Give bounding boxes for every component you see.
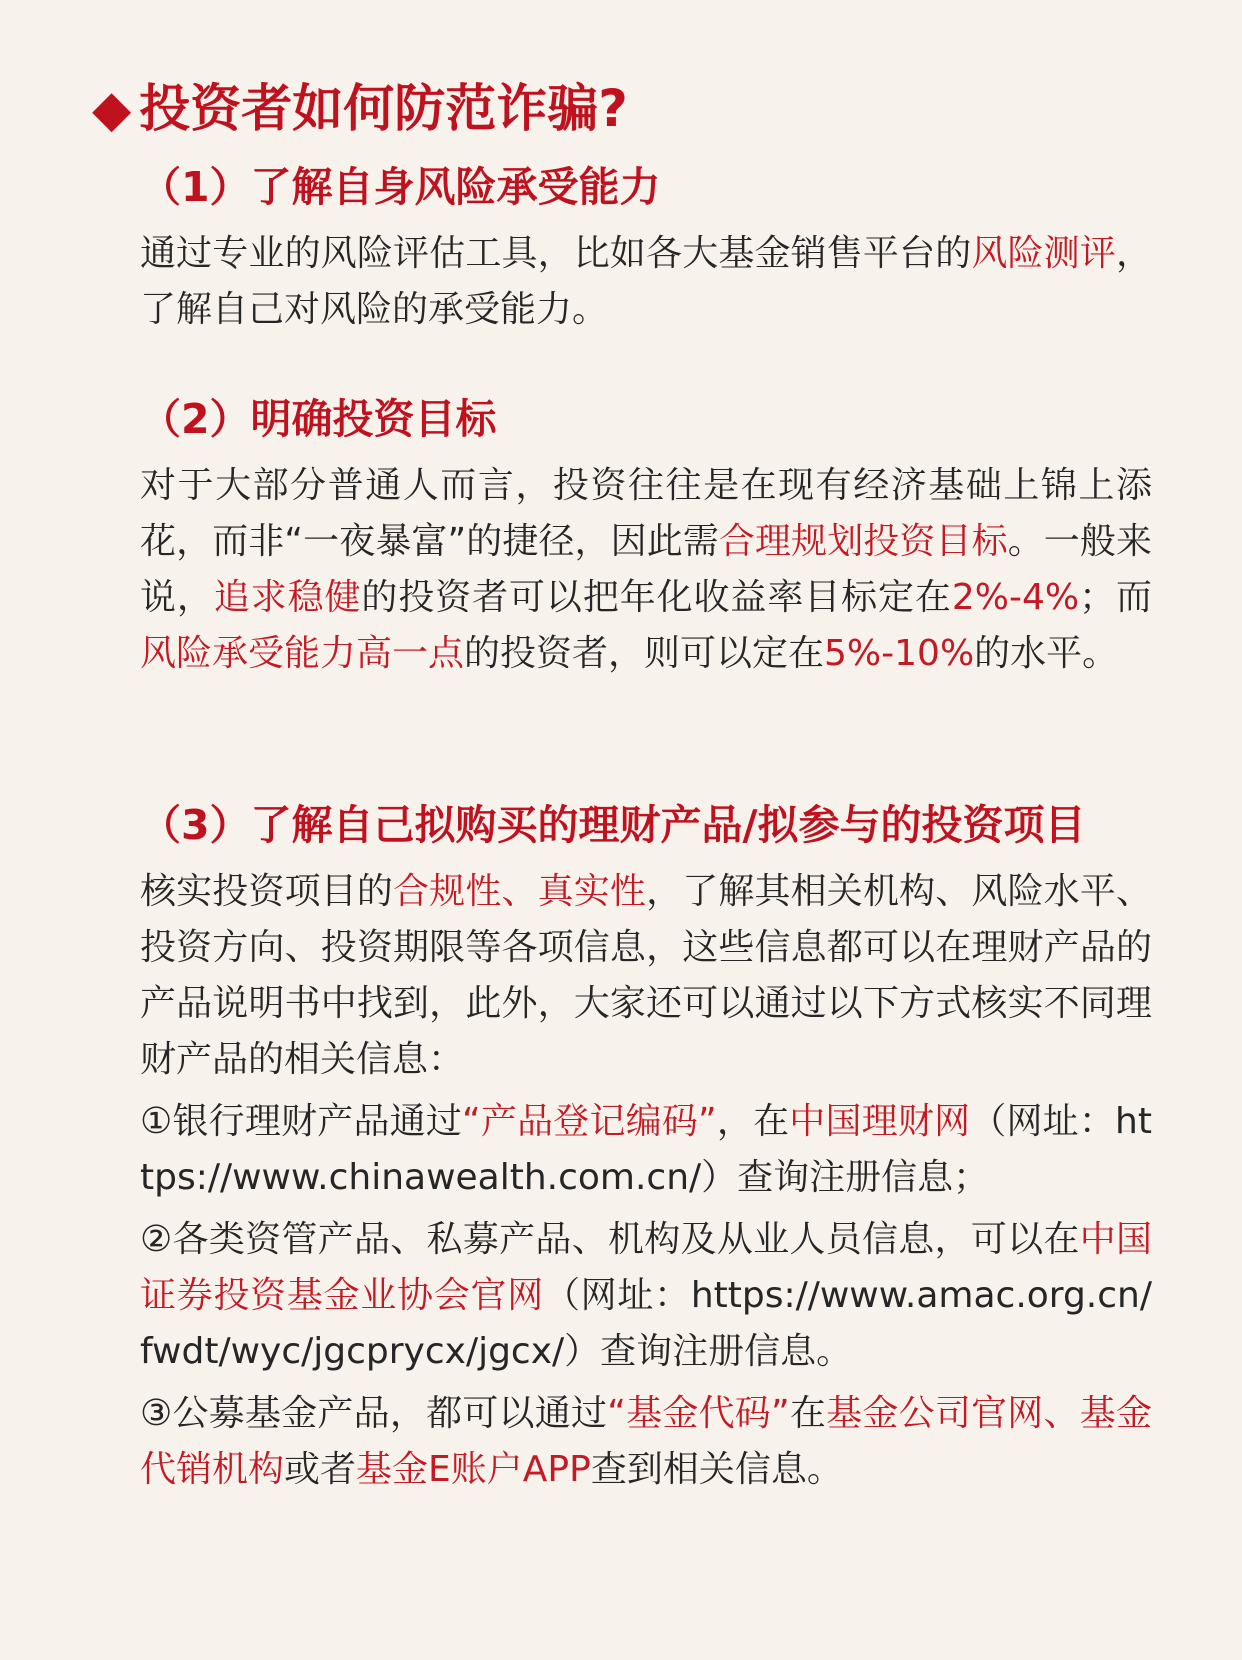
body-text: 在 (789, 1393, 827, 1434)
highlight-text: 中国理财网 (789, 1101, 971, 1142)
body-text: ；而 (1079, 577, 1152, 618)
body-text: 或者 (284, 1449, 357, 1490)
list-item-bank-wealth (140, 1094, 1152, 1206)
body-text: ，了解其相关机构、风险水平、投资方向、投资期限等各项信息，这些信息都可以在理财产品的产品说明书中找到，此外，大家还可以通过以下方式核实不同理财产品的相关信息： (140, 871, 1152, 1080)
body-text: （网址：https://www.amac.org.cn/fwdt/wyc/jgcprycx/jgcx/）查询注册信息。 (140, 1275, 1152, 1372)
section-body (140, 458, 1152, 682)
list-item-amac (140, 1212, 1152, 1380)
body-text: ，在 (716, 1101, 790, 1142)
body-text: ①银行理财产品通过 (140, 1101, 463, 1142)
body-text: ②各类资管产品、私募产品、机构及从业人员信息，可以在 (140, 1219, 1080, 1260)
highlight-text: 追求稳健 (213, 577, 362, 618)
highlight-text: 5%-10% (824, 633, 975, 674)
body-text: 的投资者，则可以定在 (464, 633, 825, 674)
body-text: 。一般来说， (140, 521, 1152, 618)
highlight-text: 风险测评 (971, 233, 1116, 274)
body-text: 的投资者可以把年化收益率目标定在 (361, 577, 952, 618)
highlight-text: 风险承受能力高一点 (140, 633, 465, 674)
page-title-text: 投资者如何防范诈骗? (139, 80, 628, 139)
body-text: 查到相关信息。 (590, 1449, 843, 1490)
highlight-text: 2%-4% (951, 577, 1080, 618)
section-investment-goal (140, 392, 1152, 682)
body-text: ③公募基金产品，都可以通过 (140, 1393, 608, 1434)
body-text: 通过专业的风险评估工具，比如各大基金销售平台的 (140, 233, 972, 274)
list-item-public-fund (140, 1386, 1152, 1498)
section-body (140, 226, 1152, 338)
body-text: 的水平。 (974, 633, 1119, 674)
section-heading: （1）了解自身风险承受能力 (140, 163, 661, 211)
section-heading: （2）明确投资目标 (140, 395, 497, 443)
highlight-text: “产品登记编码” (462, 1101, 717, 1142)
body-text: 对于大部分普通人而言，投资往往是在现有经济基础上锦上添花，而非“一夜暴富”的捷径，因此需 (140, 465, 1152, 562)
body-text: （网址：https://www.chinawealth.com.cn/）查询注册信息； (140, 1101, 1152, 1198)
section-body (140, 864, 1152, 1088)
highlight-text: “基金代码” (607, 1393, 790, 1434)
section-heading: （3）了解自己拟购买的理财产品/拟参与的投资项目 (140, 801, 1086, 849)
section-risk-tolerance (140, 160, 1152, 338)
body-text: ，了解自己对风险的承受能力。 (140, 233, 1152, 330)
highlight-text: 基金公司官网、基金代销机构 (140, 1393, 1152, 1490)
highlight-text: 中国证券投资基金业协会官网 (140, 1219, 1152, 1316)
highlight-text: 合理规划投资目标 (718, 521, 1008, 562)
highlight-text: 基金E账户APP (356, 1449, 591, 1490)
highlight-text: 合规性、真实性 (393, 871, 647, 912)
section-product-check (140, 798, 1152, 1498)
diamond-bullet-icon: ◆ (92, 80, 132, 139)
body-text: 核实投资项目的 (140, 871, 394, 912)
page-title (92, 76, 628, 144)
